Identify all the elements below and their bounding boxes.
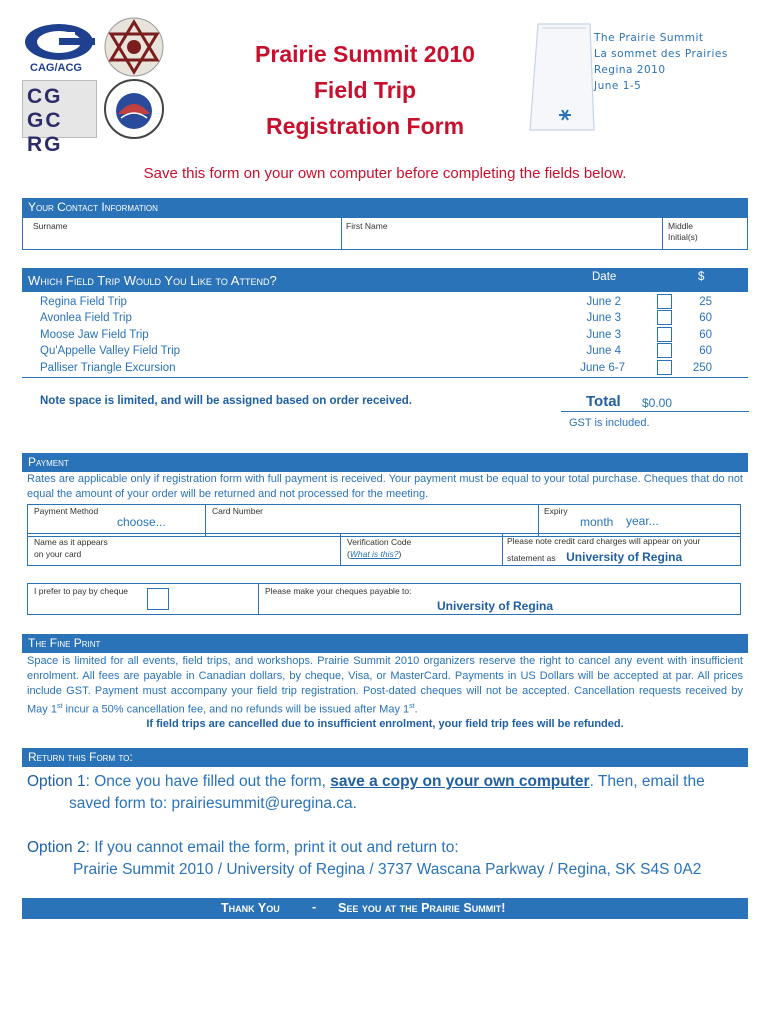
trip-name: Avonlea Field Trip (40, 312, 132, 324)
option-2-line-1 (27, 837, 757, 859)
field-trip-heading: Which Field Trip Would You Like to Attend? (28, 273, 277, 288)
expiry-month-select[interactable]: month (580, 515, 614, 529)
fine-print-text (27, 654, 743, 718)
total-label: Total (586, 393, 621, 410)
middle-label-line-2: Initial(s) (668, 232, 698, 242)
option-1-label: Option 1 (27, 773, 86, 790)
trip-name: Qu'Appelle Valley Field Trip (40, 345, 181, 357)
refund-note: If field trips are cancelled due to insufficient enrolment, your field trip fees will be refunded. (146, 718, 624, 730)
option-1-text-a: : Once you have filled out the form, (85, 773, 331, 790)
cheque-checkbox[interactable] (147, 588, 169, 610)
return-section-header: Return this Form to: (22, 748, 748, 767)
title-line-1: Prairie Summit 2010 (255, 41, 475, 67)
summit-line-3: Regina 2010 (594, 64, 666, 76)
trip-date: June 3 (586, 312, 621, 324)
cheque-payable-box (259, 584, 740, 614)
thank-you-banner (22, 898, 748, 919)
trip-price: 25 (699, 296, 712, 308)
price-column-header: $ (698, 271, 705, 283)
option-2-text-a: : If you cannot email the form, print it out and return to: (85, 839, 459, 856)
card-number-label: Card Number (212, 506, 264, 516)
verification-label-group (347, 536, 411, 560)
cggc-logo-text: CG GC RG (27, 85, 63, 156)
trip-price: 250 (692, 362, 712, 374)
date-column-header: Date (592, 271, 617, 283)
payment-method-label: Payment Method (34, 506, 99, 516)
option-1-line-1 (27, 771, 757, 793)
statement-as-label: statement as (507, 553, 556, 563)
globe-society-logo (103, 78, 165, 140)
cardholder-name-field[interactable] (28, 534, 341, 565)
option-2-address: Prairie Summit 2010 / University of Regina / 3737 Wascana Parkway / Regina, SK S4S 0A2 (73, 861, 702, 878)
what-is-this-link[interactable]: What is this? (349, 549, 399, 559)
total-row (561, 393, 749, 412)
cheque-label: I prefer to pay by cheque (34, 586, 129, 596)
option-1-line-2 (27, 793, 757, 815)
cheque-option (28, 584, 259, 614)
payment-row-2 (27, 533, 741, 566)
title-line-3: Registration Form (265, 113, 465, 139)
fine-print-text-c: . (414, 703, 418, 716)
statement-line (507, 548, 682, 566)
save-copy-instruction: save a copy on your own computer (330, 773, 590, 790)
statement-note: Please note credit card charges will appear on your (507, 536, 701, 546)
thank-you-text: Thank You (221, 901, 280, 915)
cag-logo (22, 20, 97, 78)
trip-name: Palliser Triangle Excursion (40, 362, 176, 374)
total-value: $0.00 (642, 396, 673, 410)
footer-dash: - (312, 900, 317, 914)
middle-label-line-1: Middle (668, 221, 694, 231)
cardholder-label-line-1: Name as it appears (34, 537, 108, 547)
expiry-label: Expiry (544, 506, 568, 516)
first-name-field[interactable] (342, 218, 663, 249)
save-form-note: Save this form on your own computer before completing the fields below. (143, 165, 627, 182)
cheque-payable-to: University of Regina (437, 599, 554, 613)
summit-line-4: June 1-5 (594, 80, 642, 92)
payment-method-value: choose... (117, 515, 166, 529)
summit-line-2: La sommet des Prairies (594, 48, 728, 60)
what-is-this-wrap: (What is this?) (347, 549, 402, 559)
fine-print-sup-2: st (409, 703, 415, 710)
expiry-year-select[interactable]: year... (626, 514, 659, 528)
trip-date: June 6-7 (580, 362, 625, 374)
option-1-text-b: . Then, email the (589, 773, 705, 790)
verification-code-field[interactable] (341, 534, 503, 565)
trip-date: June 3 (586, 329, 621, 341)
payment-section-header: Payment (22, 453, 748, 472)
cardholder-name-label (34, 536, 108, 560)
gst-note: GST is included. (569, 417, 650, 429)
trip-date: June 4 (586, 345, 621, 357)
field-trip-section-header (22, 268, 748, 292)
see-you-text: See you at the Prairie Summit! (338, 901, 506, 915)
fine-print-sup-1: st (56, 703, 63, 710)
middle-initial-label (668, 221, 698, 243)
card-number-field[interactable] (206, 505, 539, 536)
statement-note-box (503, 534, 740, 565)
trip-price: 60 (699, 345, 712, 357)
title-line-2: Field Trip (313, 77, 417, 103)
contact-section-header: Your Contact Information (22, 198, 748, 217)
cag-logo-text: CAG/ACG (30, 62, 82, 74)
option-2 (27, 837, 757, 881)
surname-field[interactable] (23, 218, 342, 249)
summit-line-1: The Prairie Summit (594, 32, 704, 44)
cheque-payable-label: Please make your cheques payable to: (265, 586, 412, 596)
option-1 (27, 771, 757, 815)
payment-terms: Rates are applicable only if registration form with full payment is received. Your payment must be equal to your total purchase. Cheques that do not equal the amount of your order will be returned and not processed for the meeting. (27, 473, 743, 500)
fine-print-text-b: incur a 50% cancellation fee, and no refunds will be issued after May 1 (62, 703, 410, 716)
trip-date: June 2 (586, 296, 621, 308)
middle-initial-field[interactable] (663, 218, 747, 249)
fine-print-text-a: Space is limited for all events, field trips, and workshops. Prairie Summit 2010 organizers reserve the right to cancel any event with insufficient enrolment. All fees are payable in Canadian dollars, by cheque, Visa, or MasterCard. Payments in US Dollars will be accepted at par. All prices include GST. Payment must accompany your field trip registration. Post-dated cheques will not be accepted. Cancellation requests received by May 1 (27, 655, 743, 716)
option-1-email[interactable]: : prairiesummit@uregina.ca. (162, 795, 357, 812)
summit-info (594, 30, 764, 94)
trip-name: Moose Jaw Field Trip (40, 329, 149, 341)
cheque-row (27, 583, 741, 615)
option-2-label: Option 2 (27, 839, 86, 856)
contact-fields (22, 217, 748, 250)
trip-name: Regina Field Trip (40, 296, 127, 308)
payment-method-select[interactable] (28, 505, 206, 536)
divider (22, 377, 748, 378)
trip-price: 60 (699, 312, 712, 324)
form-title (210, 36, 520, 144)
statement-name: University of Regina (566, 550, 683, 564)
verification-code-label: Verification Code (347, 537, 412, 547)
trip-price: 60 (699, 329, 712, 341)
cardholder-label-line-2: on your card (34, 549, 82, 559)
surname-label: Surname (33, 221, 68, 231)
cggc-logo (22, 80, 97, 156)
option-1-text-c: saved form to (69, 795, 163, 812)
limited-space-note: Note space is limited, and will be assigned based on order received. (40, 395, 412, 407)
first-name-label: First Name (346, 221, 388, 231)
expiry-field (539, 505, 740, 536)
geometric-society-logo (103, 16, 165, 78)
fine-print-section-header: The Fine Print (22, 634, 748, 653)
